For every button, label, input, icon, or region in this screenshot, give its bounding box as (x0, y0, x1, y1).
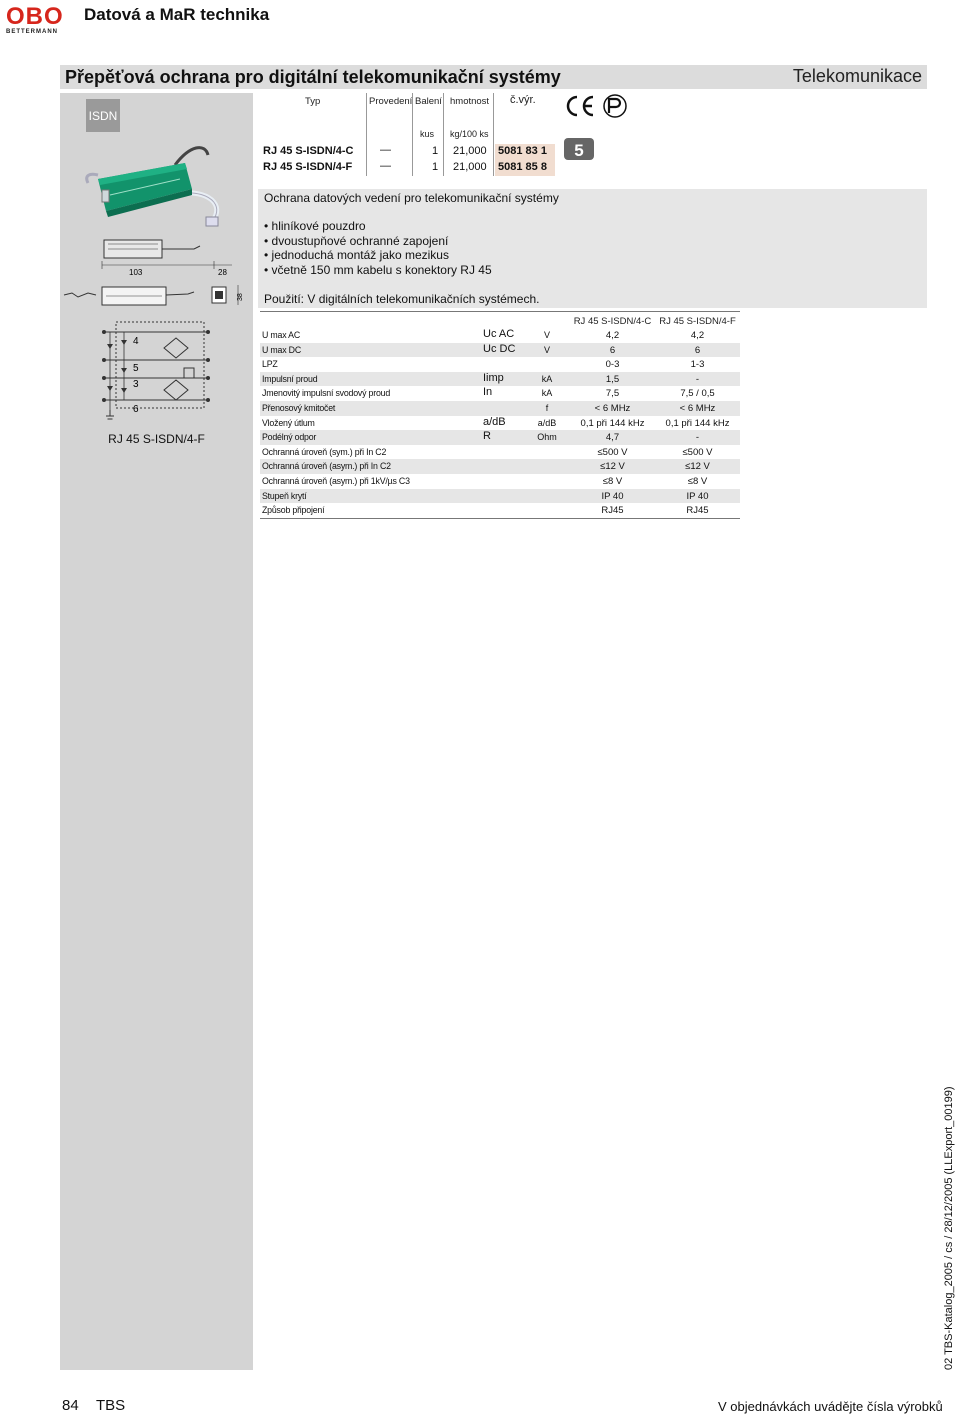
table-cell: 1-3 (690, 359, 705, 371)
header-variant: Provedení (369, 96, 413, 107)
table-cell: ≤500 V (597, 446, 628, 458)
protection-class-icon (563, 136, 595, 162)
table-cell: In (483, 386, 493, 399)
table-cell: ≤12 V (600, 461, 625, 473)
table-cell: f (545, 402, 549, 413)
logo-subtext: BETTERMANN (6, 29, 58, 35)
table-cell: - (695, 373, 700, 385)
title-band (60, 65, 927, 89)
feature-list (264, 219, 492, 277)
table-cell: 7,5 / 0,5 (680, 388, 715, 400)
dimension-drawing (62, 235, 252, 310)
obo-logo (6, 3, 64, 36)
table-cell: Uc DC (483, 342, 516, 355)
table-cell: < 6 MHz (679, 402, 716, 414)
table-cell: 6 (609, 344, 616, 356)
protection-class: 5 (574, 141, 584, 160)
description-heading: Ochrana datových vedení pro telekomunikační systémy (264, 191, 559, 205)
header-type: Typ (305, 96, 321, 107)
spec-table (260, 311, 740, 519)
dim-height: 38 (237, 293, 244, 301)
pin-3: 3 (133, 379, 139, 390)
header-article: č.výr. (510, 94, 536, 106)
table-row (260, 343, 740, 358)
table-cell: - (695, 432, 700, 444)
table-cell: Ochranná úroveň (asym.) při In C2 (262, 461, 391, 472)
table-cell: Stupeň krytí (262, 490, 307, 501)
spec-col2-header: RJ 45 S-ISDN/4-F (659, 316, 736, 327)
table-row (260, 489, 740, 504)
circuit-schematic (100, 316, 212, 426)
table-cell: kA (541, 388, 553, 399)
catalog-export-note: 02 TBS-Katalog_2005 / cs / 28/12/2005 (LLExport_00199) (943, 1086, 955, 1370)
order-row: RJ 45 S-ISDN/4-F — 1 21,000 5081 85 8 (260, 160, 557, 176)
table-row (260, 401, 740, 416)
header-pack: Balení (415, 96, 442, 107)
list-item: • jednoduchá montáž jako mezikus (264, 248, 492, 263)
table-cell: ≤8 V (602, 475, 623, 487)
page-title: Přepěťová ochrana pro digitální telekomunikační systémy (65, 67, 561, 87)
pin-6: 6 (133, 404, 139, 415)
table-cell: Vložený útlum (262, 417, 315, 428)
table-cell: a/dB (483, 415, 506, 428)
table-cell: 7,5 (605, 388, 620, 400)
article-number: 5081 85 8 (495, 160, 555, 176)
table-cell: IP 40 (686, 490, 709, 502)
dim-length: 103 (129, 268, 143, 277)
table-cell: Jmenovitý impulsní svodový proud (262, 388, 391, 399)
page-number: 84 (62, 1397, 79, 1414)
table-row (260, 357, 740, 372)
table-cell: Iimp (483, 371, 504, 384)
table-row (260, 503, 740, 518)
catalog-name: TBS (96, 1397, 126, 1414)
table-cell: Ochranná úroveň (sym.) při In C2 (262, 446, 387, 457)
table-cell: ≤500 V (682, 446, 713, 458)
table-cell: 0,1 při 144 kHz (665, 417, 730, 429)
table-cell: Impulsní proud (262, 373, 318, 384)
section-title: Datová a MaR technika (84, 5, 270, 24)
unit-pack: kus (420, 129, 435, 139)
table-cell: 0-3 (605, 359, 620, 371)
logo-text: OBO (6, 3, 64, 30)
category-label: Telekomunikace (792, 66, 922, 86)
table-cell: Přenosový kmitočet (262, 402, 336, 413)
table-cell: Uc AC (483, 328, 515, 340)
table-cell: U max AC (262, 330, 300, 340)
table-cell: a/dB (537, 417, 557, 428)
table-cell: ≤12 V (685, 461, 710, 473)
table-cell: Způsob připojení (262, 505, 325, 516)
table-row (260, 459, 740, 474)
table-cell: RJ45 (686, 505, 709, 517)
list-item: • dvoustupňové ochranné zapojení (264, 234, 492, 249)
order-row: RJ 45 S-ISDN/4-C — 1 21,000 5081 83 1 (260, 144, 557, 160)
description-block (258, 189, 927, 308)
table-cell: V (543, 330, 550, 340)
table-cell: 6 (694, 344, 701, 356)
table-row (260, 445, 740, 460)
table-cell: ≤8 V (687, 475, 708, 487)
table-cell: Podélný odpor (262, 432, 317, 443)
article-number: 5081 83 1 (495, 144, 555, 160)
table-row (260, 416, 740, 431)
table-row (260, 372, 740, 387)
table-cell: V (543, 344, 550, 355)
unit-weight: kg/100 ks (450, 129, 489, 139)
table-row (260, 474, 740, 489)
usage-text: Použití: V digitálních telekomunikačních systémech. (264, 292, 540, 306)
table-cell: < 6 MHz (594, 402, 631, 414)
table-row (260, 430, 740, 445)
header-weight: hmotnost (450, 96, 490, 107)
dim-width: 28 (218, 268, 227, 277)
isdn-badge: ISDN (86, 99, 120, 132)
table-cell: RJ45 (601, 505, 624, 517)
table-cell: 0,1 při 144 kHz (580, 417, 645, 429)
table-cell: IP 40 (601, 490, 624, 502)
table-cell: LPZ (262, 359, 278, 370)
spec-header (260, 312, 740, 328)
list-item: • včetně 150 mm kabelu s konektory RJ 45 (264, 263, 492, 278)
pin-4: 4 (133, 336, 139, 347)
table-cell: 1,5 (605, 373, 620, 385)
table-cell: U max DC (262, 344, 301, 355)
table-cell: Ochranná úroveň (asym.) při 1kV/µs C3 (262, 475, 410, 486)
schematic-label: RJ 45 S-ISDN/4-F (108, 432, 205, 446)
product-photo (80, 135, 250, 230)
ce-mark-icon (563, 93, 633, 119)
table-cell: R (483, 430, 491, 443)
table-row (260, 386, 740, 401)
table-row (260, 328, 740, 343)
list-item: • hliníkové pouzdro (264, 219, 492, 234)
table-cell: 4,2 (605, 330, 620, 341)
spec-col1-header: RJ 45 S-ISDN/4-C (573, 316, 652, 327)
table-cell: kA (541, 373, 553, 384)
pin-5: 5 (133, 363, 139, 374)
table-cell: 4,2 (690, 330, 705, 341)
table-cell: Ohm (537, 432, 557, 443)
order-note: V objednávkách uvádějte čísla výrobků (718, 1399, 943, 1414)
table-cell: 4,7 (605, 432, 620, 444)
